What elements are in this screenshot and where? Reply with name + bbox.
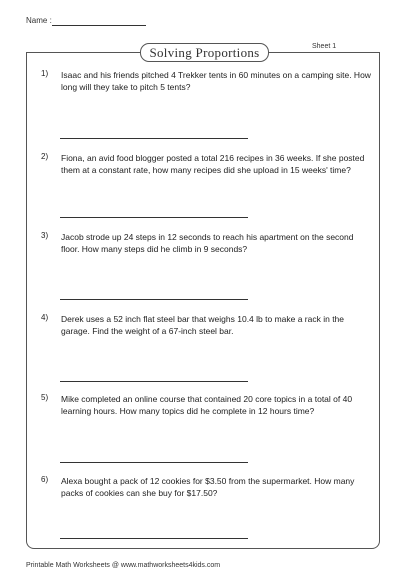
- question-number: 1): [41, 69, 49, 78]
- sheet-label: Sheet 1: [312, 43, 337, 50]
- question-number: 2): [41, 152, 49, 161]
- question-text: Alexa bought a pack of 12 cookies for $3.50 from the supermarket. How many packs of cookies can she buy for $17.50?: [61, 476, 355, 498]
- question-number: 3): [41, 231, 49, 240]
- question-text: Fiona, an avid food blogger posted a total 216 recipes in 36 weeks. If she posted them at a constant rate, how many recipes did she upload in 15 weeks' time?: [61, 153, 365, 175]
- footer-label: Printable Math Worksheets @: [26, 562, 121, 569]
- name-label: Name :: [26, 16, 52, 25]
- question-text: Derek uses a 52 inch flat steel bar that weighs 10.4 lb to make a rack in the garage. Find the weight of a 67-inch steel bar.: [61, 314, 345, 336]
- answer-line-6[interactable]: [60, 538, 248, 539]
- answer-line-4[interactable]: [60, 381, 248, 382]
- question-number: 6): [41, 475, 49, 484]
- question-text: Mike completed an online course that contained 20 core topics in a total of 40 learning hours. How many topics did he complete in 12 hours time?: [61, 394, 353, 416]
- answer-line-2[interactable]: [60, 217, 248, 218]
- question-text: Isaac and his friends pitched 4 Trekker tents in 60 minutes on a camping site. How long will they take to pitch 5 tents?: [61, 70, 371, 92]
- name-line[interactable]: [52, 25, 146, 26]
- worksheet-title: Solving Proportions: [140, 43, 269, 62]
- footer: [26, 562, 220, 569]
- answer-line-5[interactable]: [60, 462, 248, 463]
- answer-line-1[interactable]: [60, 138, 248, 139]
- answer-line-3[interactable]: [60, 299, 248, 300]
- footer-url-link[interactable]: www.mathworksheets4kids.com: [120, 562, 221, 569]
- question-number: 5): [41, 393, 49, 402]
- question-number: 4): [41, 313, 49, 322]
- question-text: Jacob strode up 24 steps in 12 seconds to reach his apartment on the second floor. How many steps did he climb in 9 seconds?: [61, 232, 354, 254]
